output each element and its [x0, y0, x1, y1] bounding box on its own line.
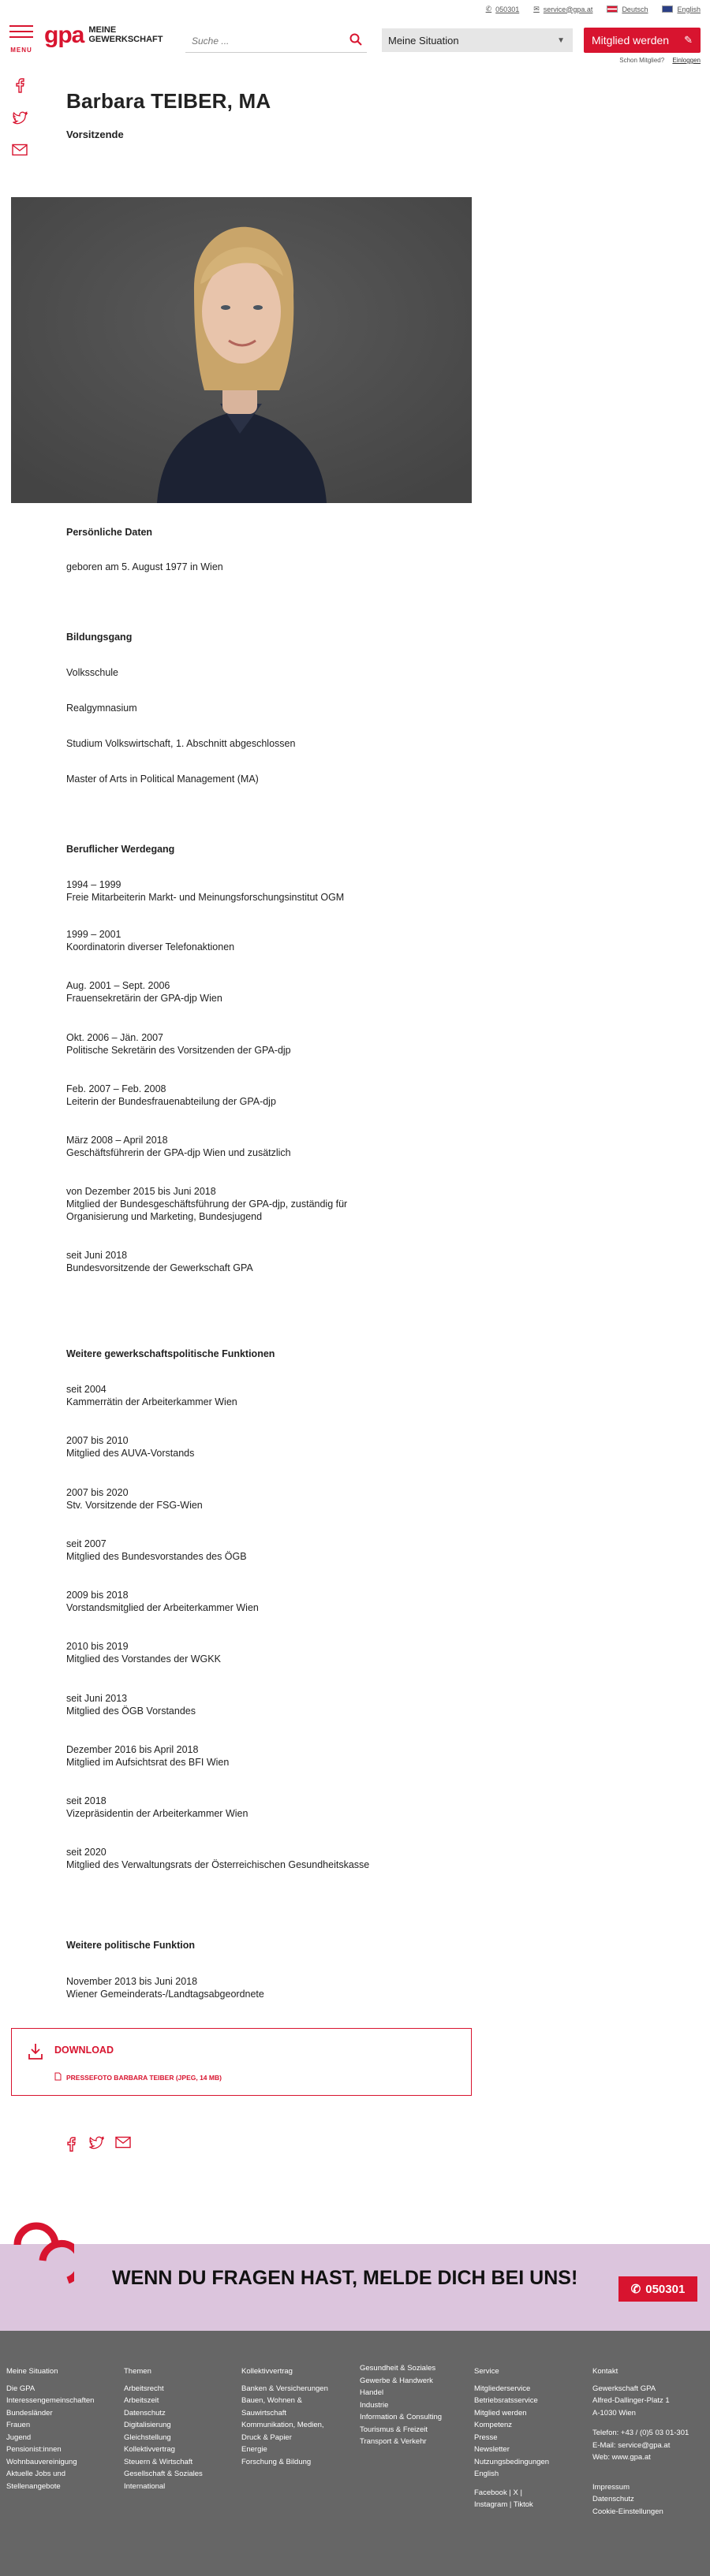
footer-link[interactable]: Wohnbauvereinigung: [6, 2457, 77, 2466]
footer-social-links[interactable]: Instagram | Tiktok: [474, 2500, 533, 2509]
footer-link[interactable]: Gesellschaft & Soziales: [124, 2470, 203, 2478]
footer-link[interactable]: Arbeitsrecht: [124, 2384, 164, 2393]
footer-link[interactable]: Mitgliederservice: [474, 2384, 531, 2393]
download-heading: DOWNLOAD: [54, 2045, 114, 2056]
share-bottom: [65, 2136, 131, 2156]
search-icon[interactable]: [349, 33, 362, 48]
footer-spacer: [474, 2481, 549, 2487]
download-file-label: PRESSEFOTO BARBARA TEIBER (JPEG, 14 MB): [66, 2073, 222, 2082]
share-sidebar: [11, 77, 28, 160]
footer-link[interactable]: Interessengemeinschaften: [6, 2396, 95, 2405]
career-desc: Frauensekretärin der GPA-djp Wien: [66, 993, 222, 1004]
chevron-down-icon: ▼: [557, 35, 565, 45]
education-item: Studium Volkswirtschaft, 1. Abschnitt abgeschlossen: [66, 738, 296, 749]
footer-link[interactable]: Industrie: [360, 2400, 389, 2410]
career-desc: Bundesvorsitzende der Gewerkschaft GPA: [66, 1262, 253, 1273]
function-period: seit 2018: [66, 1795, 106, 1806]
search-placeholder: Suche ...: [192, 35, 230, 47]
footer-link[interactable]: Kommunikation, Medien,: [241, 2421, 324, 2429]
career-period: Feb. 2007 – Feb. 2008: [66, 1083, 166, 1094]
education-item: Realgymnasium: [66, 703, 137, 714]
lang-de-link[interactable]: [607, 5, 648, 13]
contact-banner-text: WENN DU FRAGEN HAST, MELDE DICH BEI UNS!: [112, 2267, 578, 2289]
function-item: [66, 1640, 221, 1665]
footer-link[interactable]: International: [124, 2481, 166, 2491]
lang-en-label: English: [677, 5, 701, 13]
career-item: [66, 1185, 347, 1223]
utility-phone-text: 050301: [495, 5, 520, 13]
footer-link[interactable]: Kompetenz: [474, 2421, 513, 2429]
section-heading: Beruflicher Werdegang: [66, 844, 175, 855]
career-period: von Dezember 2015 bis Juni 2018: [66, 1186, 216, 1197]
function-period: 2007 bis 2020: [66, 1487, 129, 1498]
footer-link[interactable]: Forschung & Bildung: [241, 2457, 312, 2466]
career-item: [66, 1031, 291, 1057]
political-item: [66, 1975, 264, 2000]
footer-link[interactable]: Handel: [360, 2388, 384, 2397]
page-title: Barbara TEIBER, MA: [66, 89, 271, 113]
gpa-mark-icon: [11, 2205, 74, 2292]
profile-role: Vorsitzende: [66, 129, 124, 140]
footer-spacer: [360, 2334, 442, 2362]
function-item: [66, 1692, 196, 1717]
footer-link[interactable]: Datenschutz: [124, 2408, 166, 2418]
political-period: November 2013 bis Juni 2018: [66, 1976, 198, 1987]
login-link[interactable]: Einloggen: [672, 57, 701, 64]
already-member-text: Schon Mitglied?: [619, 57, 665, 64]
footer-col-heading: Kontakt: [592, 2367, 618, 2376]
footer-link[interactable]: Energie: [241, 2445, 267, 2454]
career-period: März 2008 – April 2018: [66, 1135, 168, 1146]
political-desc: Wiener Gemeinderats-/Landtagsabgeordnete: [66, 1989, 264, 2000]
section-heading: Weitere politische Funktion: [66, 1940, 195, 1951]
career-period: Aug. 2001 – Sept. 2006: [66, 980, 170, 991]
facebook-icon[interactable]: [65, 2136, 77, 2156]
site-footer: [0, 2331, 710, 2576]
career-period: 1999 – 2001: [66, 929, 121, 940]
hamburger-icon-line: [9, 31, 33, 32]
search-input[interactable]: [185, 29, 367, 53]
function-period: 2009 bis 2018: [66, 1590, 129, 1601]
footer-contact-line: A-1030 Wien: [592, 2408, 636, 2418]
footer-link[interactable]: Datenschutz: [592, 2495, 634, 2503]
footer-social-links[interactable]: Facebook | X |: [474, 2488, 522, 2497]
career-desc: Organisierung und Marketing, Bundesjugend: [66, 1211, 263, 1222]
lang-en-link[interactable]: [662, 5, 701, 13]
footer-column-themen: [124, 2365, 203, 2492]
logo-text: [88, 26, 163, 44]
logo-text-line1: MEINE: [88, 25, 117, 35]
situation-select[interactable]: [382, 28, 573, 52]
footer-contact-line[interactable]: E-Mail: service@gpa.at: [592, 2440, 671, 2450]
footer-link[interactable]: Gleichstellung: [124, 2432, 171, 2442]
function-desc: Mitglied im Aufsichtsrat des BFI Wien: [66, 1757, 230, 1768]
become-member-label: Mitglied werden: [592, 34, 670, 47]
footer-link[interactable]: Transport & Verkehr: [360, 2437, 427, 2446]
function-period: seit 2007: [66, 1538, 106, 1549]
career-period: 1994 – 1999: [66, 879, 121, 890]
call-button-label: 050301: [645, 2282, 686, 2296]
become-member-button[interactable]: [584, 28, 701, 53]
function-period: seit 2004: [66, 1384, 106, 1395]
career-item: [66, 928, 234, 953]
utility-bar: [486, 5, 701, 13]
function-desc: Mitglied des AUVA-Vorstands: [66, 1448, 195, 1459]
career-desc: Politische Sekretärin des Vorsitzenden der GPA-djp: [66, 1045, 291, 1056]
function-desc: Mitglied des Verwaltungsrats der Österreichischen Gesundheitskasse: [66, 1859, 370, 1870]
situation-select-value: Meine Situation: [388, 34, 459, 47]
hamburger-icon-line: [9, 36, 33, 38]
footer-col-heading[interactable]: Kollektivvertrag: [241, 2367, 293, 2376]
footer-contact-line[interactable]: Web: www.gpa.at: [592, 2453, 651, 2462]
section-heading: Weitere gewerkschaftspolitische Funktionen: [66, 1348, 275, 1359]
footer-link[interactable]: Druck & Papier: [241, 2432, 292, 2442]
function-period: seit Juni 2013: [66, 1693, 128, 1704]
phone-icon: ✆: [630, 2283, 641, 2296]
footer-link[interactable]: Digitalisierung: [124, 2421, 171, 2429]
footer-spacer: [592, 2419, 689, 2427]
footer-link[interactable]: Pensionist:innen: [6, 2445, 62, 2454]
function-desc: Mitglied des Vorstandes der WGKK: [66, 1653, 221, 1665]
function-item: [66, 1846, 369, 1871]
footer-link[interactable]: Die GPA: [6, 2384, 36, 2393]
function-item: [66, 1486, 203, 1512]
twitter-icon[interactable]: [11, 111, 28, 129]
footer-link[interactable]: Stellenangebote: [6, 2481, 61, 2491]
career-desc: Leiterin der Bundesfrauenabteilung der GPA-djp: [66, 1096, 276, 1107]
function-period: Dezember 2016 bis April 2018: [66, 1744, 199, 1755]
career-period: seit Juni 2018: [66, 1250, 128, 1261]
footer-link[interactable]: Kollektivvertrag: [124, 2445, 175, 2454]
section-heading: Bildungsgang: [66, 632, 133, 643]
mail-icon[interactable]: [11, 144, 28, 160]
function-period: seit 2020: [66, 1847, 106, 1858]
portrait-photo: [11, 197, 472, 503]
education-item: Volksschule: [66, 667, 119, 678]
function-item: [66, 1434, 194, 1459]
flag-uk-icon: [662, 6, 673, 13]
footer-spacer: [592, 2464, 689, 2481]
footer-link[interactable]: Bundesländer: [6, 2408, 53, 2418]
function-desc: Stv. Vorsitzende der FSG-Wien: [66, 1500, 203, 1511]
twitter-icon[interactable]: [88, 2136, 104, 2156]
section-heading: Persönliche Daten: [66, 527, 153, 538]
function-item: [66, 1743, 229, 1769]
footer-link[interactable]: Steuern & Wirtschaft: [124, 2457, 193, 2466]
career-desc: Koordinatorin diverser Telefonaktionen: [66, 941, 235, 952]
footer-link[interactable]: Arbeitszeit: [124, 2396, 159, 2405]
footer-column-contact: [592, 2365, 689, 2518]
call-button[interactable]: [618, 2276, 697, 2302]
flag-austria-icon: [607, 6, 618, 13]
footer-link[interactable]: Tourismus & Freizeit: [360, 2425, 428, 2434]
footer-link[interactable]: Cookie-Einstellungen: [592, 2507, 663, 2516]
footer-column-situation: [6, 2365, 94, 2492]
career-item: [66, 1083, 276, 1108]
footer-contact-line: Gewerkschaft GPA: [592, 2384, 656, 2393]
footer-link[interactable]: Bauen, Wohnen &: [241, 2396, 302, 2405]
menu-label: MENU: [10, 47, 32, 54]
footer-link[interactable]: Banken & Versicherungen: [241, 2384, 328, 2393]
function-period: 2010 bis 2019: [66, 1641, 129, 1652]
education-item: Master of Arts in Political Management (MA): [66, 774, 259, 785]
career-item: [66, 1134, 291, 1159]
career-item: [66, 979, 222, 1005]
career-desc: Freie Mitarbeiterin Markt- und Meinungsforschungsinstitut OGM: [66, 892, 345, 903]
function-desc: Vizepräsidentin der Arbeiterkammer Wien: [66, 1808, 248, 1819]
utility-email-text: service@gpa.at: [543, 5, 593, 13]
footer-column-service: [474, 2365, 549, 2511]
logo-text-line2: GEWERKSCHAFT: [88, 35, 163, 44]
career-item: [66, 878, 344, 904]
function-item: [66, 1538, 247, 1563]
career-period: Okt. 2006 – Jän. 2007: [66, 1032, 164, 1043]
career-desc: Geschäftsführerin der GPA-djp Wien und zusätzlich: [66, 1147, 291, 1158]
footer-link[interactable]: Information & Consulting: [360, 2413, 443, 2421]
footer-col-heading[interactable]: Themen: [124, 2367, 151, 2376]
file-icon: [54, 2072, 62, 2082]
footer-contact-line: Alfred-Dallinger-Platz 1: [592, 2396, 670, 2405]
function-item: [66, 1383, 237, 1408]
edit-icon: ✎: [684, 34, 693, 46]
footer-link[interactable]: Betriebsratsservice: [474, 2396, 538, 2405]
lang-de-label: Deutsch: [622, 5, 648, 13]
mail-icon[interactable]: [115, 2136, 131, 2156]
download-icon: [28, 2043, 43, 2065]
footer-col-heading[interactable]: Service: [474, 2367, 499, 2376]
footer-link[interactable]: Presse: [474, 2432, 498, 2442]
facebook-icon[interactable]: [11, 77, 28, 97]
footer-column-kv: [241, 2365, 328, 2468]
footer-link[interactable]: Gesundheit & Soziales: [360, 2364, 436, 2373]
download-box: [11, 2028, 472, 2096]
footer-link[interactable]: English: [474, 2470, 499, 2478]
function-desc: Vorstandsmitglied der Arbeiterkammer Wien: [66, 1602, 259, 1613]
footer-link[interactable]: Nutzungsbedingungen: [474, 2457, 550, 2466]
site-header: [0, 0, 710, 64]
logo-mark: gpa: [44, 22, 84, 48]
download-file-link[interactable]: [54, 2072, 222, 2082]
function-desc: Mitglied des Bundesvorstandes des ÖGB: [66, 1551, 247, 1562]
career-desc: Mitglied der Bundesgeschäftsführung der GPA-djp, zuständig für: [66, 1199, 348, 1210]
footer-link[interactable]: Aktuelle Jobs und: [6, 2470, 65, 2478]
career-item: [66, 1249, 253, 1274]
footer-link[interactable]: Gewerbe & Handwerk: [360, 2376, 433, 2385]
utility-email-link[interactable]: ✉ service@gpa.at: [533, 5, 593, 13]
hamburger-icon: [9, 25, 33, 27]
function-period: 2007 bis 2010: [66, 1435, 129, 1446]
member-login-hint: [619, 57, 701, 64]
function-desc: Kammerrätin der Arbeiterkammer Wien: [66, 1396, 237, 1407]
contact-banner: [0, 2244, 710, 2331]
function-item: [66, 1795, 248, 1820]
footer-col-heading[interactable]: Meine Situation: [6, 2367, 58, 2376]
footer-link[interactable]: Frauen: [6, 2421, 31, 2429]
footer-link[interactable]: Impressum: [592, 2482, 630, 2492]
footer-contact-line: Telefon: +43 / (0)5 03 01-301: [592, 2429, 689, 2437]
birth-text: geboren am 5. August 1977 in Wien: [66, 561, 223, 572]
function-item: [66, 1589, 259, 1614]
footer-link[interactable]: Jugend: [6, 2432, 32, 2442]
function-desc: Mitglied des ÖGB Vorstandes: [66, 1706, 196, 1717]
footer-link[interactable]: Mitglied werden: [474, 2408, 527, 2418]
footer-link[interactable]: Sauwirtschaft: [241, 2408, 287, 2418]
footer-column-kv2: [360, 2334, 442, 2448]
footer-link[interactable]: Newsletter: [474, 2445, 510, 2454]
gpa-logo[interactable]: [44, 24, 163, 47]
utility-phone-link[interactable]: ✆ 050301: [485, 5, 520, 13]
menu-button[interactable]: [9, 25, 33, 56]
